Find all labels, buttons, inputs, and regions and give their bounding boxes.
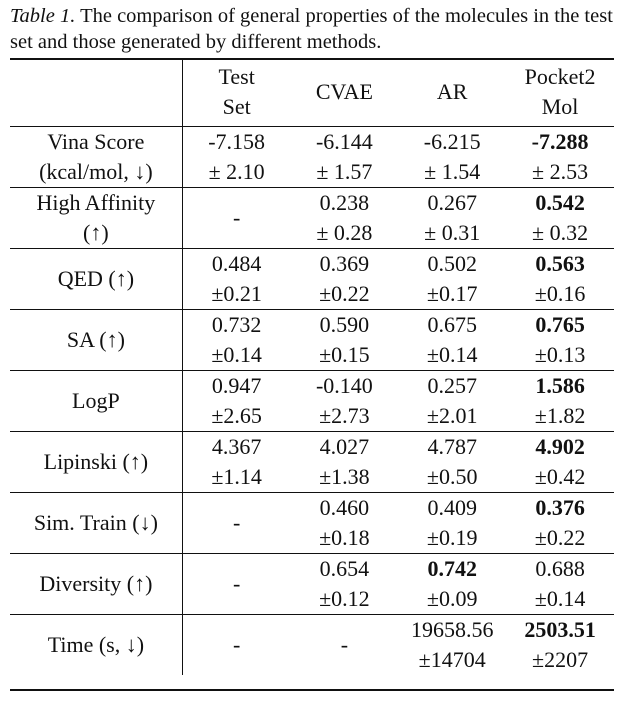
- header-column-cell: [506, 58, 614, 127]
- mean-value: 0.502: [427, 251, 477, 276]
- value-cell: [291, 432, 399, 493]
- header-column-label: Set: [222, 94, 251, 119]
- value-cell: [398, 310, 506, 371]
- value-cell: [291, 493, 399, 554]
- table-caption: [10, 3, 630, 55]
- mean-value: -0.140: [315, 373, 373, 398]
- metric-label: (↑): [83, 220, 109, 245]
- mean-value: 4.367: [211, 434, 262, 459]
- value-cell: [398, 615, 506, 676]
- value-cell: [182, 249, 290, 310]
- metric-label: Vina Score: [47, 129, 145, 154]
- table-body: [10, 127, 614, 676]
- header-metric-cell: [10, 58, 182, 127]
- metric-label: Lipinski (↑): [43, 449, 149, 474]
- std-value: ±2207: [532, 647, 589, 672]
- metric-label: Time (s, ↓): [47, 632, 145, 657]
- std-value: ± 0.32: [532, 220, 589, 245]
- metric-label: LogP: [72, 388, 120, 413]
- header-column-label: CVAE: [315, 79, 373, 104]
- mean-value: -7.158: [208, 129, 266, 154]
- value-cell: [506, 615, 614, 676]
- mean-value: 2503.51: [524, 617, 596, 642]
- mean-value: 0.369: [319, 251, 370, 276]
- value-cell: [291, 310, 399, 371]
- std-value: ±14704: [418, 647, 486, 672]
- std-value: ±2.65: [211, 403, 262, 428]
- metric-cell: [10, 188, 182, 249]
- value-cell: [506, 371, 614, 432]
- std-value: ±0.50: [426, 464, 478, 489]
- std-value: ±2.73: [319, 403, 370, 428]
- mean-value: 0.563: [535, 251, 585, 276]
- mean-value: 0.765: [535, 312, 585, 337]
- std-value: ± 2.10: [208, 159, 265, 184]
- std-value: ± 0.28: [316, 220, 373, 245]
- std-value: ±0.12: [319, 586, 370, 611]
- std-value: ±0.09: [426, 586, 478, 611]
- mean-value: 19658.56: [410, 617, 494, 642]
- table-bottom-rule: [10, 689, 614, 691]
- mean-value: -7.288: [531, 129, 589, 154]
- metric-label: Sim. Train (↓): [33, 510, 158, 535]
- std-value: ±0.42: [534, 464, 586, 489]
- std-value: ±1.14: [211, 464, 262, 489]
- mean-value: 0.947: [211, 373, 262, 398]
- value-cell: [398, 371, 506, 432]
- value-cell: [182, 371, 290, 432]
- value-cell: [398, 432, 506, 493]
- mean-value: -: [232, 571, 241, 596]
- std-value: ± 0.31: [424, 220, 481, 245]
- table-header-row: [10, 58, 614, 127]
- value-cell: [506, 554, 614, 615]
- std-value: ±1.38: [319, 464, 370, 489]
- mean-value: 0.675: [427, 312, 477, 337]
- metric-cell: [10, 371, 182, 432]
- mean-value: 4.787: [427, 434, 477, 459]
- std-value: ±0.14: [426, 342, 478, 367]
- mean-value: 4.027: [319, 434, 370, 459]
- std-value: ±0.13: [534, 342, 586, 367]
- std-value: ±0.14: [534, 586, 586, 611]
- mean-value: -: [232, 510, 241, 535]
- mean-value: 0.732: [211, 312, 262, 337]
- value-cell: [182, 310, 290, 371]
- metric-cell: [10, 432, 182, 493]
- std-value: ±0.16: [534, 281, 586, 306]
- caption-text: The comparison of general properties of the molecules in the test set and those generated by different methods.: [10, 5, 613, 53]
- mean-value: -6.144: [315, 129, 373, 154]
- value-cell: [182, 127, 290, 188]
- mean-value: 0.654: [319, 556, 370, 581]
- metric-label: (kcal/mol, ↓): [39, 159, 153, 184]
- table-row: [10, 432, 614, 493]
- value-cell: [398, 554, 506, 615]
- std-value: ± 2.53: [532, 159, 589, 184]
- std-value: ±0.21: [211, 281, 262, 306]
- value-cell: [506, 249, 614, 310]
- metric-label: High Affinity: [36, 190, 156, 215]
- value-cell: [291, 615, 399, 676]
- table-row: [10, 249, 614, 310]
- value-cell: [291, 127, 399, 188]
- mean-value: -: [340, 632, 349, 657]
- value-cell: [291, 249, 399, 310]
- value-cell: [291, 371, 399, 432]
- std-value: ±0.22: [319, 281, 370, 306]
- std-value: ±0.22: [534, 525, 586, 550]
- metric-label: SA (↑): [66, 327, 125, 352]
- header-column-cell: [182, 58, 290, 127]
- metric-cell: [10, 310, 182, 371]
- mean-value: 0.409: [427, 495, 477, 520]
- mean-value: 0.376: [535, 495, 585, 520]
- mean-value: 0.257: [427, 373, 477, 398]
- value-cell: [398, 188, 506, 249]
- mean-value: 0.590: [319, 312, 370, 337]
- std-value: ±0.15: [319, 342, 370, 367]
- std-value: ±1.82: [534, 403, 586, 428]
- value-cell: [182, 554, 290, 615]
- mean-value: -: [232, 632, 241, 657]
- table-row: [10, 371, 614, 432]
- header-column-label: Mol: [541, 94, 579, 119]
- metric-label: Diversity (↑): [39, 571, 153, 596]
- value-cell: [182, 493, 290, 554]
- value-cell: [291, 554, 399, 615]
- value-cell: [398, 493, 506, 554]
- value-cell: [182, 615, 290, 676]
- metric-cell: [10, 615, 182, 676]
- value-cell: [506, 432, 614, 493]
- std-value: ±0.19: [426, 525, 478, 550]
- results-table: [10, 58, 614, 675]
- mean-value: 0.742: [427, 556, 477, 581]
- std-value: ±0.18: [319, 525, 370, 550]
- header-column-label: Pocket2: [524, 64, 596, 89]
- table-row: [10, 554, 614, 615]
- mean-value: 4.902: [535, 434, 585, 459]
- caption-label: Table 1.: [10, 5, 76, 27]
- table-row: [10, 310, 614, 371]
- header-column-label: AR: [436, 79, 468, 104]
- header-column-cell: [398, 58, 506, 127]
- metric-cell: [10, 493, 182, 554]
- table-row: [10, 188, 614, 249]
- std-value: ±0.17: [426, 281, 478, 306]
- mean-value: 0.542: [535, 190, 585, 215]
- std-value: ± 1.57: [316, 159, 373, 184]
- mean-value: 1.586: [535, 373, 585, 398]
- metric-cell: [10, 554, 182, 615]
- value-cell: [506, 310, 614, 371]
- value-cell: [182, 432, 290, 493]
- header-column-label: Test: [218, 64, 255, 89]
- table-row: [10, 615, 614, 676]
- metric-cell: [10, 127, 182, 188]
- value-cell: [291, 188, 399, 249]
- mean-value: 0.267: [427, 190, 477, 215]
- value-cell: [506, 127, 614, 188]
- std-value: ±0.14: [211, 342, 262, 367]
- mean-value: 0.238: [319, 190, 370, 215]
- metric-cell: [10, 249, 182, 310]
- mean-value: 0.688: [535, 556, 585, 581]
- mean-value: 0.460: [319, 495, 370, 520]
- metric-label: QED (↑): [57, 266, 135, 291]
- value-cell: [398, 249, 506, 310]
- std-value: ± 1.54: [424, 159, 481, 184]
- mean-value: -: [232, 205, 241, 230]
- table-row: [10, 127, 614, 188]
- value-cell: [182, 188, 290, 249]
- value-cell: [398, 127, 506, 188]
- mean-value: 0.484: [211, 251, 262, 276]
- value-cell: [506, 493, 614, 554]
- value-cell: [506, 188, 614, 249]
- table-row: [10, 493, 614, 554]
- std-value: ±2.01: [426, 403, 478, 428]
- mean-value: -6.215: [423, 129, 481, 154]
- header-column-cell: [291, 58, 399, 127]
